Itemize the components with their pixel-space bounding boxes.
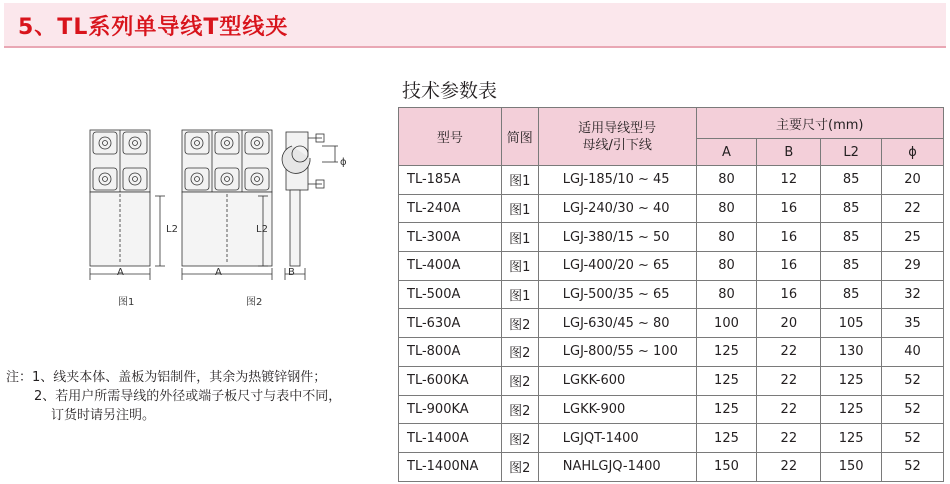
cell-model: TL-800A (399, 338, 502, 367)
cell-model: TL-900KA (399, 395, 502, 424)
cell-model: TL-300A (399, 223, 502, 252)
dim-phi-label: ϕ (340, 157, 347, 168)
cell-B: 16 (757, 194, 821, 223)
cell-model: TL-400A (399, 252, 502, 281)
table-row (399, 395, 944, 424)
cell-fig: 图2 (501, 452, 538, 481)
cell-L2: 85 (821, 252, 882, 281)
cell-fig: 图2 (501, 338, 538, 367)
cell-fig: 图1 (501, 194, 538, 223)
page-title: 5、TL系列单导线T型线夹 (18, 14, 289, 40)
cell-phi: 20 (882, 166, 944, 195)
cell-phi: 52 (882, 452, 944, 481)
note-line-2: 2、若用户所需导线的外径或端子板尺寸与表中不同， (34, 389, 342, 404)
cell-L2: 125 (821, 395, 882, 424)
cell-A: 80 (696, 194, 757, 223)
cell-L2: 85 (821, 194, 882, 223)
cell-model: TL-630A (399, 309, 502, 338)
note-line-3: 订货时请另注明。 (51, 408, 156, 423)
cell-fig: 图2 (501, 424, 538, 453)
header-diagram: 简图 (501, 108, 538, 166)
cell-model: TL-1400NA (399, 452, 502, 481)
cell-wire: LGJ-185/10 ~ 45 (538, 166, 696, 195)
cell-wire: LGKK-600 (538, 366, 696, 395)
header-model: 型号 (399, 108, 502, 166)
cell-B: 22 (757, 395, 821, 424)
cell-phi: 52 (882, 424, 944, 453)
cell-fig: 图1 (501, 252, 538, 281)
cell-A: 80 (696, 166, 757, 195)
cell-wire: LGKK-900 (538, 395, 696, 424)
cell-A: 100 (696, 309, 757, 338)
table-row (399, 309, 944, 338)
cell-wire: LGJQT-1400 (538, 424, 696, 453)
cell-A: 80 (696, 223, 757, 252)
cell-fig: 图1 (501, 166, 538, 195)
cell-L2: 130 (821, 338, 882, 367)
cell-model: TL-1400A (399, 424, 502, 453)
cell-model: TL-240A (399, 194, 502, 223)
header-B: B (757, 139, 821, 166)
header-wire-line2: 母线/引下线 (582, 137, 652, 153)
table-row (399, 366, 944, 395)
table-title: 技术参数表 (402, 80, 498, 102)
figure-2-drawing (182, 130, 272, 280)
cell-phi: 25 (882, 223, 944, 252)
side-view-drawing (282, 132, 338, 280)
cell-fig: 图2 (501, 395, 538, 424)
cell-L2: 85 (821, 166, 882, 195)
figure-1-caption: 图1 (118, 297, 135, 308)
cell-A: 80 (696, 252, 757, 281)
dim-B-label: B (288, 267, 295, 278)
cell-phi: 22 (882, 194, 944, 223)
cell-A: 125 (696, 366, 757, 395)
header-L2: L2 (821, 139, 882, 166)
cell-phi: 52 (882, 395, 944, 424)
cell-L2: 85 (821, 223, 882, 252)
header-wire (538, 108, 696, 166)
cell-phi: 52 (882, 366, 944, 395)
cell-B: 12 (757, 166, 821, 195)
cell-B: 16 (757, 252, 821, 281)
cell-A: 125 (696, 424, 757, 453)
header-A: A (696, 139, 757, 166)
title-divider (4, 46, 946, 48)
cell-phi: 29 (882, 252, 944, 281)
notes (6, 368, 341, 425)
cell-B: 22 (757, 452, 821, 481)
cell-L2: 85 (821, 280, 882, 309)
cell-model: TL-185A (399, 166, 502, 195)
dim-L2-label-2: L2 (256, 224, 268, 235)
header-phi: ϕ (882, 139, 944, 166)
table-row (399, 424, 944, 453)
technical-drawings (60, 110, 390, 310)
table-row (399, 166, 944, 195)
dim-A-label-2: A (215, 267, 222, 278)
table-row (399, 194, 944, 223)
cell-L2: 150 (821, 452, 882, 481)
header-wire-line1: 适用导线型号 (578, 120, 657, 136)
cell-B: 16 (757, 223, 821, 252)
figure-1-drawing (90, 130, 165, 280)
figure-2-caption: 图2 (246, 297, 263, 308)
cell-fig: 图1 (501, 280, 538, 309)
cell-model: TL-600KA (399, 366, 502, 395)
header-dimensions: 主要尺寸(mm) (696, 108, 943, 139)
cell-B: 22 (757, 338, 821, 367)
cell-wire: LGJ-240/30 ~ 40 (538, 194, 696, 223)
params-table (398, 107, 944, 482)
cell-A: 150 (696, 452, 757, 481)
table-row (399, 252, 944, 281)
cell-wire: LGJ-630/45 ~ 80 (538, 309, 696, 338)
cell-wire: LGJ-400/20 ~ 65 (538, 252, 696, 281)
cell-A: 125 (696, 338, 757, 367)
cell-wire: NAHLGJQ-1400 (538, 452, 696, 481)
cell-B: 22 (757, 424, 821, 453)
cell-L2: 125 (821, 424, 882, 453)
cell-A: 125 (696, 395, 757, 424)
table-row (399, 338, 944, 367)
table-row (399, 452, 944, 481)
cell-wire: LGJ-380/15 ~ 50 (538, 223, 696, 252)
cell-L2: 105 (821, 309, 882, 338)
cell-B: 16 (757, 280, 821, 309)
cell-phi: 35 (882, 309, 944, 338)
cell-model: TL-500A (399, 280, 502, 309)
cell-wire: LGJ-800/55 ~ 100 (538, 338, 696, 367)
title-bar (4, 3, 946, 47)
dim-A-label-1: A (117, 267, 124, 278)
note-line-1: 注：1、线夹本体、盖板为铝制件，其余为热镀锌钢件； (6, 370, 327, 385)
table-row (399, 280, 944, 309)
cell-phi: 40 (882, 338, 944, 367)
cell-fig: 图2 (501, 366, 538, 395)
cell-L2: 125 (821, 366, 882, 395)
cell-wire: LGJ-500/35 ~ 65 (538, 280, 696, 309)
cell-phi: 32 (882, 280, 944, 309)
cell-fig: 图2 (501, 309, 538, 338)
cell-A: 80 (696, 280, 757, 309)
dim-L2-label-1: L2 (166, 224, 178, 235)
table-row (399, 223, 944, 252)
cell-fig: 图1 (501, 223, 538, 252)
cell-B: 20 (757, 309, 821, 338)
cell-B: 22 (757, 366, 821, 395)
